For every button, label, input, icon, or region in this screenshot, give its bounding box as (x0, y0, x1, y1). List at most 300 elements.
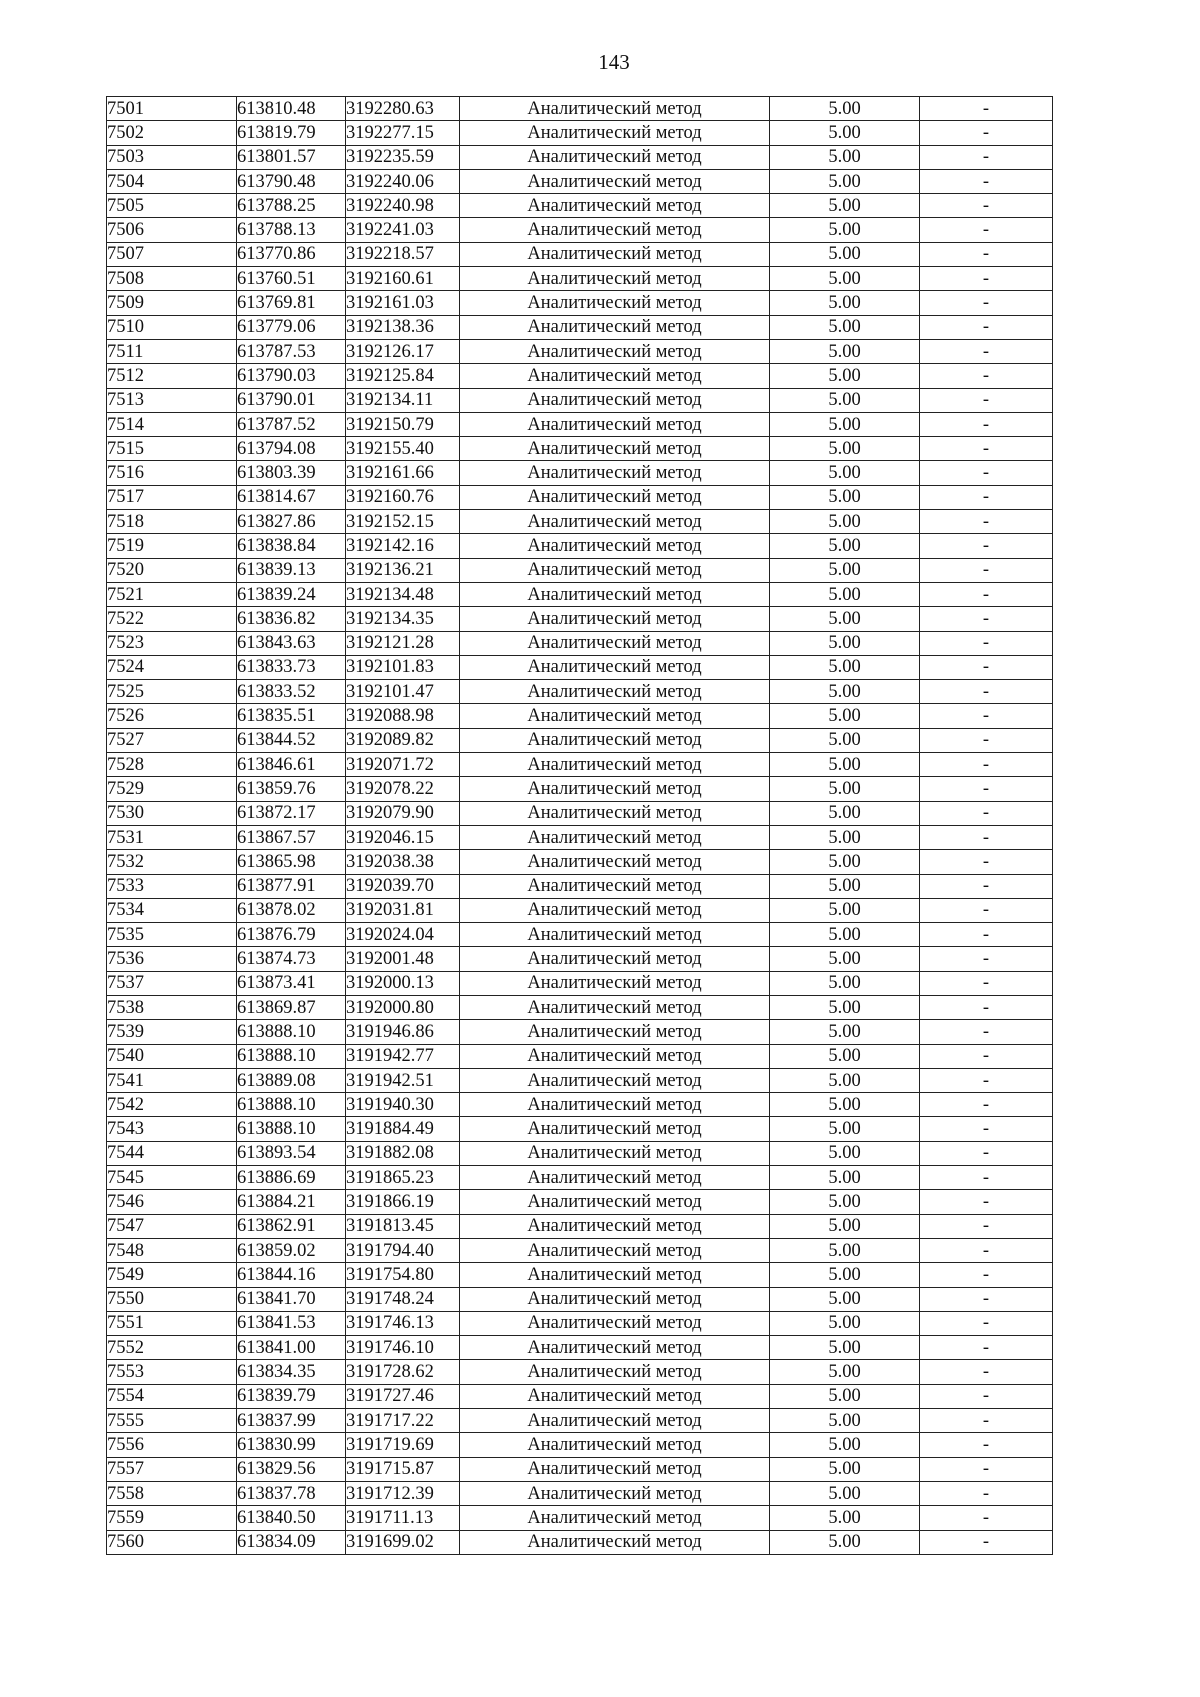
method-cell: Аналитический метод (460, 704, 770, 728)
method-cell: Аналитический метод (460, 1214, 770, 1238)
method-cell: Аналитический метод (460, 1360, 770, 1384)
note-cell: - (920, 534, 1053, 558)
note-cell: - (920, 1068, 1053, 1092)
point-number-cell: 7516 (107, 461, 237, 485)
point-number-cell: 7551 (107, 1311, 237, 1335)
table-row (107, 1384, 1053, 1408)
error-cell: 5.00 (770, 461, 920, 485)
error-cell: 5.00 (770, 121, 920, 145)
x-coordinate-cell: 613810.48 (237, 97, 346, 121)
point-number-cell: 7548 (107, 1238, 237, 1262)
x-coordinate-cell: 613827.86 (237, 510, 346, 534)
table-row (107, 510, 1053, 534)
note-cell: - (920, 558, 1053, 582)
method-cell: Аналитический метод (460, 801, 770, 825)
point-number-cell: 7536 (107, 947, 237, 971)
note-cell: - (920, 1311, 1053, 1335)
note-cell: - (920, 121, 1053, 145)
point-number-cell: 7552 (107, 1336, 237, 1360)
method-cell: Аналитический метод (460, 145, 770, 169)
point-number-cell: 7558 (107, 1481, 237, 1505)
table-row (107, 631, 1053, 655)
table-row (107, 753, 1053, 777)
method-cell: Аналитический метод (460, 510, 770, 534)
table-row (107, 1214, 1053, 1238)
x-coordinate-cell: 613844.16 (237, 1263, 346, 1287)
table-row (107, 923, 1053, 947)
note-cell: - (920, 412, 1053, 436)
y-coordinate-cell: 3191754.80 (346, 1263, 460, 1287)
point-number-cell: 7549 (107, 1263, 237, 1287)
note-cell: - (920, 315, 1053, 339)
point-number-cell: 7523 (107, 631, 237, 655)
x-coordinate-cell: 613878.02 (237, 898, 346, 922)
point-number-cell: 7527 (107, 728, 237, 752)
point-number-cell: 7513 (107, 388, 237, 412)
table-row (107, 825, 1053, 849)
note-cell: - (920, 1287, 1053, 1311)
x-coordinate-cell: 613884.21 (237, 1190, 346, 1214)
x-coordinate-cell: 613840.50 (237, 1506, 346, 1530)
x-coordinate-cell: 613787.52 (237, 412, 346, 436)
x-coordinate-cell: 613833.52 (237, 680, 346, 704)
error-cell: 5.00 (770, 801, 920, 825)
note-cell: - (920, 169, 1053, 193)
note-cell: - (920, 1530, 1053, 1554)
y-coordinate-cell: 3192241.03 (346, 218, 460, 242)
table-row (107, 1433, 1053, 1457)
x-coordinate-cell: 613779.06 (237, 315, 346, 339)
error-cell: 5.00 (770, 1433, 920, 1457)
point-number-cell: 7507 (107, 242, 237, 266)
point-number-cell: 7503 (107, 145, 237, 169)
method-cell: Аналитический метод (460, 1068, 770, 1092)
x-coordinate-cell: 613841.70 (237, 1287, 346, 1311)
x-coordinate-cell: 613834.35 (237, 1360, 346, 1384)
point-number-cell: 7526 (107, 704, 237, 728)
method-cell: Аналитический метод (460, 874, 770, 898)
note-cell: - (920, 267, 1053, 291)
y-coordinate-cell: 3192079.90 (346, 801, 460, 825)
x-coordinate-cell: 613888.10 (237, 1020, 346, 1044)
table-body (107, 97, 1053, 1555)
note-cell: - (920, 1214, 1053, 1238)
y-coordinate-cell: 3191940.30 (346, 1093, 460, 1117)
y-coordinate-cell: 3192134.48 (346, 582, 460, 606)
note-cell: - (920, 461, 1053, 485)
error-cell: 5.00 (770, 364, 920, 388)
y-coordinate-cell: 3192150.79 (346, 412, 460, 436)
note-cell: - (920, 485, 1053, 509)
point-number-cell: 7554 (107, 1384, 237, 1408)
y-coordinate-cell: 3191882.08 (346, 1141, 460, 1165)
y-coordinate-cell: 3191866.19 (346, 1190, 460, 1214)
point-number-cell: 7510 (107, 315, 237, 339)
table-row (107, 121, 1053, 145)
error-cell: 5.00 (770, 607, 920, 631)
table-row (107, 461, 1053, 485)
y-coordinate-cell: 3192160.61 (346, 267, 460, 291)
error-cell: 5.00 (770, 510, 920, 534)
x-coordinate-cell: 613769.81 (237, 291, 346, 315)
y-coordinate-cell: 3192280.63 (346, 97, 460, 121)
method-cell: Аналитический метод (460, 437, 770, 461)
x-coordinate-cell: 613888.10 (237, 1044, 346, 1068)
y-coordinate-cell: 3192240.98 (346, 194, 460, 218)
x-coordinate-cell: 613790.03 (237, 364, 346, 388)
y-coordinate-cell: 3191728.62 (346, 1360, 460, 1384)
point-number-cell: 7537 (107, 971, 237, 995)
table-row (107, 534, 1053, 558)
table-row (107, 874, 1053, 898)
point-number-cell: 7553 (107, 1360, 237, 1384)
table-row (107, 1457, 1053, 1481)
method-cell: Аналитический метод (460, 388, 770, 412)
note-cell: - (920, 753, 1053, 777)
table-row (107, 582, 1053, 606)
table-row (107, 1166, 1053, 1190)
x-coordinate-cell: 613839.13 (237, 558, 346, 582)
method-cell: Аналитический метод (460, 534, 770, 558)
y-coordinate-cell: 3191717.22 (346, 1409, 460, 1433)
point-number-cell: 7504 (107, 169, 237, 193)
table-row (107, 1311, 1053, 1335)
table-row (107, 655, 1053, 679)
error-cell: 5.00 (770, 1141, 920, 1165)
note-cell: - (920, 1409, 1053, 1433)
error-cell: 5.00 (770, 971, 920, 995)
error-cell: 5.00 (770, 1068, 920, 1092)
y-coordinate-cell: 3192160.76 (346, 485, 460, 509)
method-cell: Аналитический метод (460, 777, 770, 801)
point-number-cell: 7545 (107, 1166, 237, 1190)
error-cell: 5.00 (770, 631, 920, 655)
x-coordinate-cell: 613876.79 (237, 923, 346, 947)
y-coordinate-cell: 3192101.47 (346, 680, 460, 704)
table-row (107, 1020, 1053, 1044)
point-number-cell: 7529 (107, 777, 237, 801)
point-number-cell: 7519 (107, 534, 237, 558)
x-coordinate-cell: 613836.82 (237, 607, 346, 631)
x-coordinate-cell: 613846.61 (237, 753, 346, 777)
table-row (107, 1336, 1053, 1360)
y-coordinate-cell: 3191727.46 (346, 1384, 460, 1408)
error-cell: 5.00 (770, 1093, 920, 1117)
table-row (107, 850, 1053, 874)
method-cell: Аналитический метод (460, 947, 770, 971)
method-cell: Аналитический метод (460, 1506, 770, 1530)
method-cell: Аналитический метод (460, 1117, 770, 1141)
point-number-cell: 7528 (107, 753, 237, 777)
note-cell: - (920, 582, 1053, 606)
note-cell: - (920, 1336, 1053, 1360)
table-row (107, 971, 1053, 995)
point-number-cell: 7520 (107, 558, 237, 582)
method-cell: Аналитический метод (460, 923, 770, 947)
note-cell: - (920, 1238, 1053, 1262)
point-number-cell: 7514 (107, 412, 237, 436)
table-row (107, 1190, 1053, 1214)
y-coordinate-cell: 3192125.84 (346, 364, 460, 388)
y-coordinate-cell: 3192078.22 (346, 777, 460, 801)
point-number-cell: 7544 (107, 1141, 237, 1165)
note-cell: - (920, 1190, 1053, 1214)
x-coordinate-cell: 613839.24 (237, 582, 346, 606)
error-cell: 5.00 (770, 412, 920, 436)
x-coordinate-cell: 613889.08 (237, 1068, 346, 1092)
error-cell: 5.00 (770, 534, 920, 558)
x-coordinate-cell: 613838.84 (237, 534, 346, 558)
x-coordinate-cell: 613790.01 (237, 388, 346, 412)
table-row (107, 242, 1053, 266)
y-coordinate-cell: 3192142.16 (346, 534, 460, 558)
point-number-cell: 7515 (107, 437, 237, 461)
y-coordinate-cell: 3192138.36 (346, 315, 460, 339)
point-number-cell: 7550 (107, 1287, 237, 1311)
x-coordinate-cell: 613874.73 (237, 947, 346, 971)
point-number-cell: 7540 (107, 1044, 237, 1068)
table-row (107, 1068, 1053, 1092)
note-cell: - (920, 801, 1053, 825)
x-coordinate-cell: 613893.54 (237, 1141, 346, 1165)
table-row (107, 291, 1053, 315)
error-cell: 5.00 (770, 194, 920, 218)
note-cell: - (920, 1481, 1053, 1505)
x-coordinate-cell: 613788.13 (237, 218, 346, 242)
note-cell: - (920, 339, 1053, 363)
error-cell: 5.00 (770, 923, 920, 947)
point-number-cell: 7506 (107, 218, 237, 242)
note-cell: - (920, 388, 1053, 412)
point-number-cell: 7501 (107, 97, 237, 121)
table-row (107, 437, 1053, 461)
point-number-cell: 7539 (107, 1020, 237, 1044)
method-cell: Аналитический метод (460, 850, 770, 874)
method-cell: Аналитический метод (460, 364, 770, 388)
method-cell: Аналитический метод (460, 1311, 770, 1335)
y-coordinate-cell: 3191711.13 (346, 1506, 460, 1530)
x-coordinate-cell: 613869.87 (237, 995, 346, 1019)
error-cell: 5.00 (770, 1409, 920, 1433)
method-cell: Аналитический метод (460, 1457, 770, 1481)
y-coordinate-cell: 3192071.72 (346, 753, 460, 777)
note-cell: - (920, 704, 1053, 728)
note-cell: - (920, 242, 1053, 266)
table-row (107, 777, 1053, 801)
error-cell: 5.00 (770, 753, 920, 777)
error-cell: 5.00 (770, 339, 920, 363)
error-cell: 5.00 (770, 1214, 920, 1238)
y-coordinate-cell: 3192046.15 (346, 825, 460, 849)
method-cell: Аналитический метод (460, 1190, 770, 1214)
table-row (107, 1506, 1053, 1530)
error-cell: 5.00 (770, 777, 920, 801)
table-row (107, 1093, 1053, 1117)
note-cell: - (920, 1117, 1053, 1141)
table-row (107, 1117, 1053, 1141)
y-coordinate-cell: 3192136.21 (346, 558, 460, 582)
error-cell: 5.00 (770, 267, 920, 291)
table-row (107, 1360, 1053, 1384)
method-cell: Аналитический метод (460, 218, 770, 242)
x-coordinate-cell: 613790.48 (237, 169, 346, 193)
method-cell: Аналитический метод (460, 412, 770, 436)
note-cell: - (920, 1457, 1053, 1481)
point-number-cell: 7505 (107, 194, 237, 218)
note-cell: - (920, 291, 1053, 315)
method-cell: Аналитический метод (460, 461, 770, 485)
x-coordinate-cell: 613841.53 (237, 1311, 346, 1335)
page-number: 143 (598, 50, 630, 74)
note-cell: - (920, 777, 1053, 801)
table-row (107, 898, 1053, 922)
y-coordinate-cell: 3192088.98 (346, 704, 460, 728)
x-coordinate-cell: 613837.78 (237, 1481, 346, 1505)
note-cell: - (920, 1360, 1053, 1384)
point-number-cell: 7530 (107, 801, 237, 825)
table-row (107, 194, 1053, 218)
x-coordinate-cell: 613760.51 (237, 267, 346, 291)
y-coordinate-cell: 3192024.04 (346, 923, 460, 947)
table-row (107, 607, 1053, 631)
x-coordinate-cell: 613803.39 (237, 461, 346, 485)
note-cell: - (920, 1166, 1053, 1190)
point-number-cell: 7532 (107, 850, 237, 874)
error-cell: 5.00 (770, 1263, 920, 1287)
method-cell: Аналитический метод (460, 194, 770, 218)
table-row (107, 267, 1053, 291)
y-coordinate-cell: 3191715.87 (346, 1457, 460, 1481)
point-number-cell: 7512 (107, 364, 237, 388)
y-coordinate-cell: 3191746.10 (346, 1336, 460, 1360)
error-cell: 5.00 (770, 1020, 920, 1044)
y-coordinate-cell: 3192277.15 (346, 121, 460, 145)
y-coordinate-cell: 3191748.24 (346, 1287, 460, 1311)
point-number-cell: 7531 (107, 825, 237, 849)
x-coordinate-cell: 613886.69 (237, 1166, 346, 1190)
y-coordinate-cell: 3191865.23 (346, 1166, 460, 1190)
x-coordinate-cell: 613859.02 (237, 1238, 346, 1262)
note-cell: - (920, 1093, 1053, 1117)
method-cell: Аналитический метод (460, 1287, 770, 1311)
method-cell: Аналитический метод (460, 1044, 770, 1068)
y-coordinate-cell: 3192089.82 (346, 728, 460, 752)
point-number-cell: 7524 (107, 655, 237, 679)
y-coordinate-cell: 3191813.45 (346, 1214, 460, 1238)
method-cell: Аналитический метод (460, 753, 770, 777)
note-cell: - (920, 510, 1053, 534)
error-cell: 5.00 (770, 850, 920, 874)
y-coordinate-cell: 3192240.06 (346, 169, 460, 193)
table-row (107, 728, 1053, 752)
x-coordinate-cell: 613788.25 (237, 194, 346, 218)
x-coordinate-cell: 613787.53 (237, 339, 346, 363)
method-cell: Аналитический метод (460, 995, 770, 1019)
x-coordinate-cell: 613872.17 (237, 801, 346, 825)
y-coordinate-cell: 3192031.81 (346, 898, 460, 922)
table-row (107, 218, 1053, 242)
x-coordinate-cell: 613877.91 (237, 874, 346, 898)
x-coordinate-cell: 613888.10 (237, 1093, 346, 1117)
point-number-cell: 7535 (107, 923, 237, 947)
x-coordinate-cell: 613829.56 (237, 1457, 346, 1481)
error-cell: 5.00 (770, 1044, 920, 1068)
y-coordinate-cell: 3192000.13 (346, 971, 460, 995)
error-cell: 5.00 (770, 485, 920, 509)
x-coordinate-cell: 613835.51 (237, 704, 346, 728)
x-coordinate-cell: 613867.57 (237, 825, 346, 849)
note-cell: - (920, 437, 1053, 461)
method-cell: Аналитический метод (460, 1336, 770, 1360)
x-coordinate-cell: 613819.79 (237, 121, 346, 145)
point-number-cell: 7511 (107, 339, 237, 363)
y-coordinate-cell: 3192218.57 (346, 242, 460, 266)
y-coordinate-cell: 3192134.35 (346, 607, 460, 631)
method-cell: Аналитический метод (460, 1530, 770, 1554)
x-coordinate-cell: 613833.73 (237, 655, 346, 679)
table-row (107, 97, 1053, 121)
method-cell: Аналитический метод (460, 1384, 770, 1408)
note-cell: - (920, 218, 1053, 242)
method-cell: Аналитический метод (460, 339, 770, 363)
error-cell: 5.00 (770, 1481, 920, 1505)
y-coordinate-cell: 3191942.51 (346, 1068, 460, 1092)
method-cell: Аналитический метод (460, 1238, 770, 1262)
table-row (107, 704, 1053, 728)
x-coordinate-cell: 613843.63 (237, 631, 346, 655)
y-coordinate-cell: 3192121.28 (346, 631, 460, 655)
method-cell: Аналитический метод (460, 1409, 770, 1433)
method-cell: Аналитический метод (460, 485, 770, 509)
table-row (107, 947, 1053, 971)
x-coordinate-cell: 613841.00 (237, 1336, 346, 1360)
table-row (107, 315, 1053, 339)
point-number-cell: 7517 (107, 485, 237, 509)
note-cell: - (920, 680, 1053, 704)
method-cell: Аналитический метод (460, 728, 770, 752)
note-cell: - (920, 923, 1053, 947)
y-coordinate-cell: 3192000.80 (346, 995, 460, 1019)
x-coordinate-cell: 613794.08 (237, 437, 346, 461)
x-coordinate-cell: 613834.09 (237, 1530, 346, 1554)
error-cell: 5.00 (770, 728, 920, 752)
error-cell: 5.00 (770, 1336, 920, 1360)
point-number-cell: 7533 (107, 874, 237, 898)
method-cell: Аналитический метод (460, 680, 770, 704)
x-coordinate-cell: 613830.99 (237, 1433, 346, 1457)
x-coordinate-cell: 613801.57 (237, 145, 346, 169)
note-cell: - (920, 607, 1053, 631)
method-cell: Аналитический метод (460, 631, 770, 655)
table-row (107, 1409, 1053, 1433)
error-cell: 5.00 (770, 169, 920, 193)
error-cell: 5.00 (770, 655, 920, 679)
point-number-cell: 7534 (107, 898, 237, 922)
point-number-cell: 7547 (107, 1214, 237, 1238)
point-number-cell: 7502 (107, 121, 237, 145)
method-cell: Аналитический метод (460, 582, 770, 606)
table-row (107, 145, 1053, 169)
error-cell: 5.00 (770, 291, 920, 315)
method-cell: Аналитический метод (460, 558, 770, 582)
y-coordinate-cell: 3192001.48 (346, 947, 460, 971)
method-cell: Аналитический метод (460, 267, 770, 291)
error-cell: 5.00 (770, 97, 920, 121)
error-cell: 5.00 (770, 874, 920, 898)
method-cell: Аналитический метод (460, 121, 770, 145)
y-coordinate-cell: 3191699.02 (346, 1530, 460, 1554)
y-coordinate-cell: 3192155.40 (346, 437, 460, 461)
